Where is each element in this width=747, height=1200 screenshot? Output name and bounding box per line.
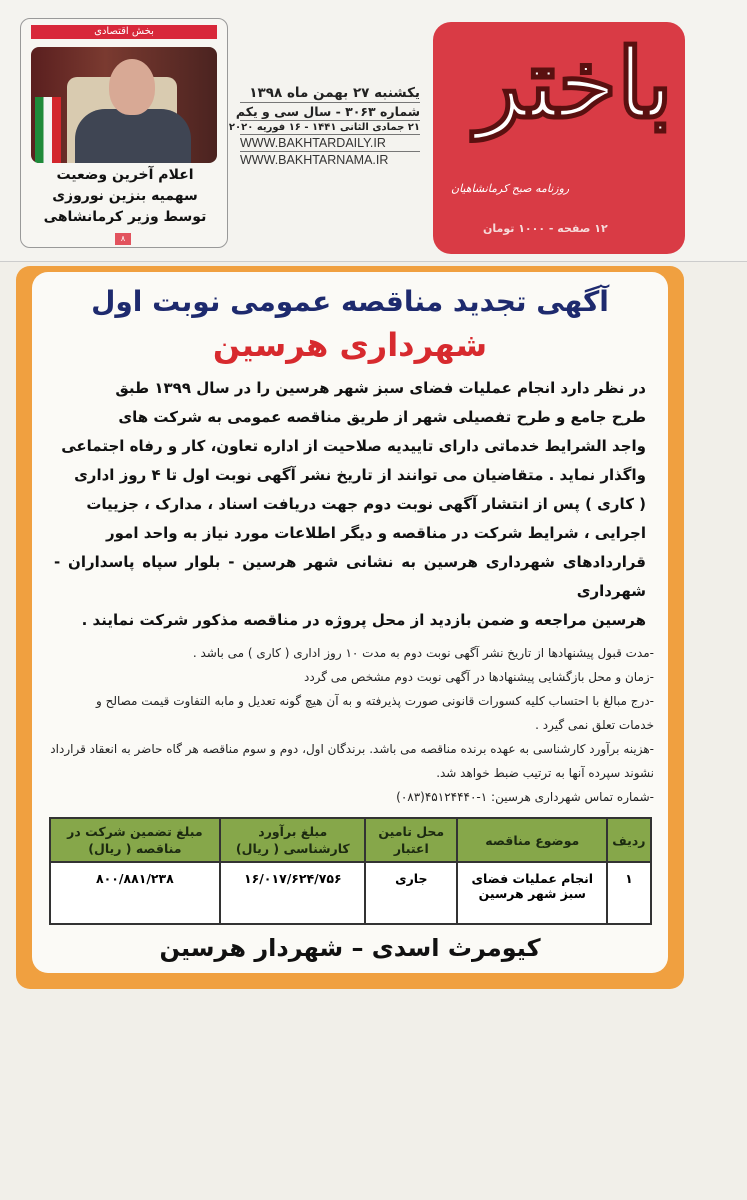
note: -هزینه برآورد کارشناسی به عهده برنده مناقصه می باشد. برندگان اول، دوم و سوم مناقصه هر گاه حاضر به انعقاد قرارداد <box>50 742 654 756</box>
ad-body <box>46 374 654 635</box>
issue-number: شماره ۳۰۶۳ - سال سی و یکم <box>235 104 420 119</box>
note: -زمان و محل بازگشایی پیشنهادها در آگهی نوبت دوم مشخص می گردد <box>303 670 654 684</box>
headline-line: توسط وزیر کرمانشاهی <box>43 209 207 225</box>
price-info: ۱۲ صفحه - ۱۰۰۰ تومان <box>483 222 608 235</box>
body-line: طرح جامع و طرح تفصیلی شهر از طریق مناقصه عمومی به شرکت های <box>118 408 646 426</box>
section-label: بخش اقتصادی <box>31 25 217 39</box>
note: -شماره تماس شهرداری هرسین: ۱-۴۵۱۲۴۴۴۰(۰۸۳) <box>396 790 654 804</box>
tender-ad <box>32 272 668 973</box>
table-row <box>50 862 651 924</box>
issue-info <box>228 84 420 168</box>
ad-signature: کیومرث اسدی – شهردار هرسین <box>159 934 541 962</box>
cell-guarantee: ۸۰۰/۸۸۱/۲۳۸ <box>50 862 221 924</box>
body-line: واجد الشرایط خدماتی دارای تاییدیه صلاحیت از اداره تعاون، کار و رفاه اجتماعی <box>61 437 646 455</box>
col-header: موضوع مناقصه <box>457 818 607 862</box>
body-line: اجرایی ، شرایط شرکت در مناقصه و دیگر اطلاعات مورد نیاز به واحد امور <box>106 524 646 542</box>
news-headline <box>25 165 225 228</box>
headline-line: اعلام آخرین وضعیت <box>56 167 194 183</box>
news-teaser-box <box>20 18 228 248</box>
table-header-row <box>50 818 651 862</box>
news-photo <box>31 47 217 163</box>
issue-date-alt: ۲۱ جمادی الثانی ۱۴۴۱ - ۱۶ فوریه ۲۰۲۰ <box>228 122 420 133</box>
note: -درج مبالغ با احتساب کلیه کسورات قانونی صورت پذیرفته و به آن هیچ گونه تعدیل و مابه التفاوت قیمت مصالح و <box>95 694 654 708</box>
flag-icon <box>35 97 61 163</box>
issue-date: یکشنبه ۲۷ بهمن ماه ۱۳۹۸ <box>240 84 420 103</box>
body-line: قراردادهای شهرداری هرسین به نشانی شهر هرسین - بلوار سپاه پاسداران - شهرداری <box>54 553 646 600</box>
page-number-badge: ۸ <box>115 233 131 245</box>
col-header: مبلغ برآورد کارشناسی ( ریال) <box>220 818 365 862</box>
website-link: WWW.BAKHTARNAMA.IR <box>240 153 389 167</box>
cell-estimate: ۱۶/۰۱۷/۶۲۴/۷۵۶ <box>220 862 365 924</box>
headline-line: سهمیه بنزین نوروزی <box>52 188 198 204</box>
body-line: هرسین مراجعه و ضمن بازدید از محل پروژه در مناقصه مذکور شرکت نمایند . <box>81 611 646 629</box>
cell-row-number: ۱ <box>607 862 650 924</box>
ad-notes <box>46 641 654 809</box>
body-line: ( کاری ) پس از انتشار آگهی نوبت دوم جهت دریافت اسناد ، مدارک ، جزییات <box>86 495 646 513</box>
col-header: محل تامین اعتبار <box>365 818 457 862</box>
tender-table <box>49 817 652 925</box>
body-line: در نظر دارد انجام عملیات فضای سبز شهر هرسین را در سال ۱۳۹۹ طبق <box>115 379 646 397</box>
newspaper-logo <box>433 22 685 254</box>
logo-name: باختر <box>475 27 673 140</box>
col-header: ردیف <box>607 818 650 862</box>
cell-subject: انجام عملیات فضای سبز شهر هرسین <box>457 862 607 924</box>
note: خدمات تعلق نمی گیرد . <box>535 718 654 732</box>
cell-funding: جاری <box>365 862 457 924</box>
newspaper-header <box>0 0 747 262</box>
col-header: مبلغ تضمین شرکت در مناقصه ( ریال) <box>50 818 221 862</box>
logo-tagline: روزنامه صبح کرمانشاهیان <box>451 182 570 195</box>
body-line: واگذار نماید . متقاضیان می توانند از تاریخ نشر آگهی نوبت اول تا ۴ روز اداری <box>74 466 646 484</box>
note: -مدت قبول پیشنهادها از تاریخ نشر آگهی نوبت دوم به مدت ۱۰ روز اداری ( کاری ) می باشد . <box>192 646 654 660</box>
ad-issuer: شهرداری هرسین <box>212 326 488 364</box>
website-link: WWW.BAKHTARDAILY.IR <box>240 135 420 152</box>
ad-title: آگهی تجدید مناقصه عمومی نوبت اول <box>91 285 609 318</box>
ad-frame <box>16 266 684 989</box>
note: نشوند سپرده آنها به ترتیب ضبط خواهد شد. <box>436 766 654 780</box>
